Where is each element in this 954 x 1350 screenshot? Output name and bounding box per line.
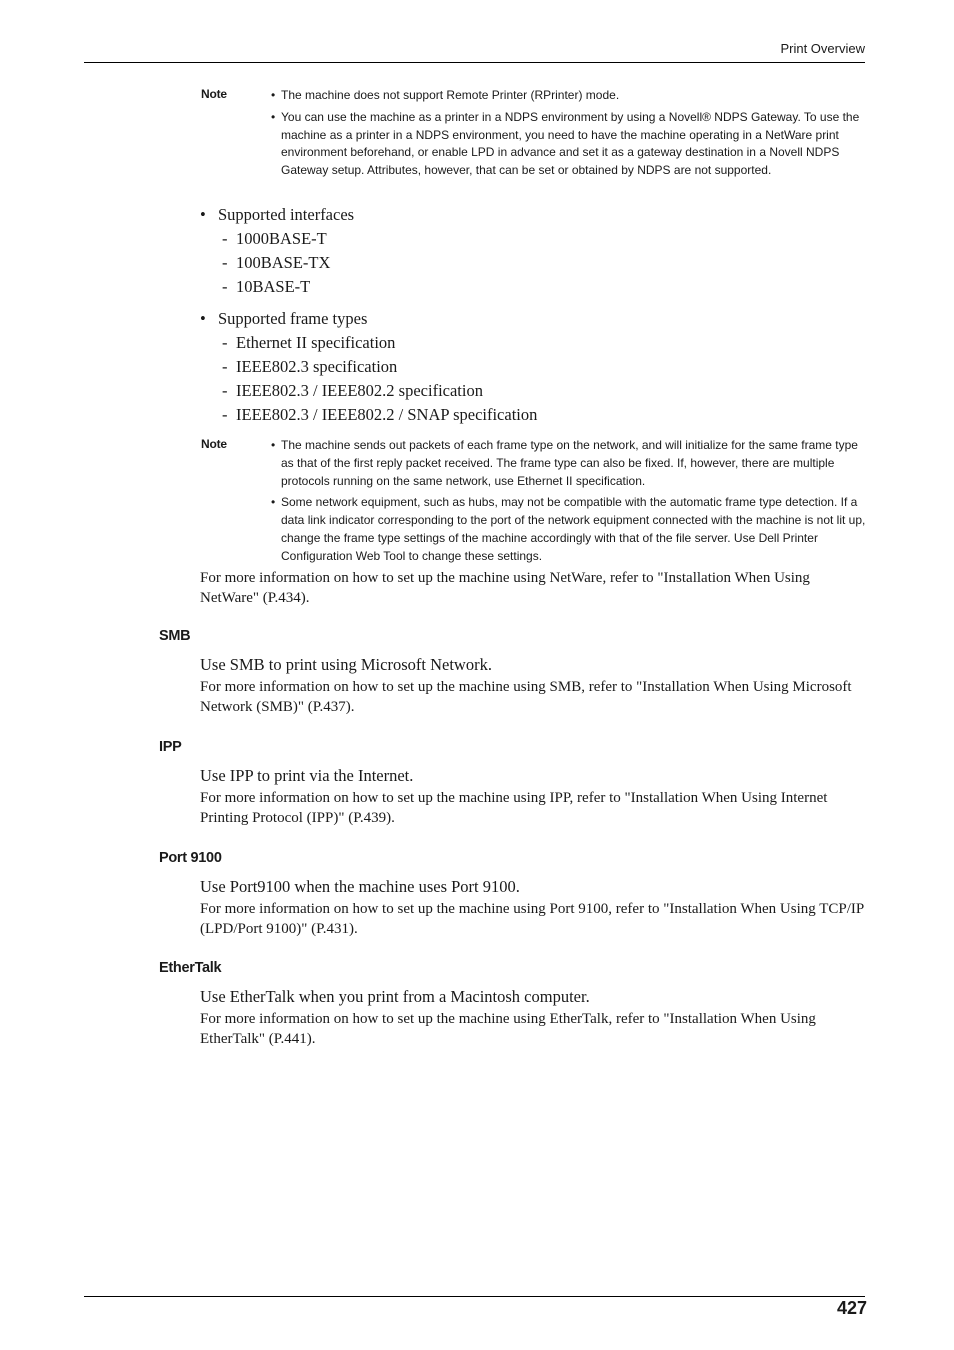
supported-interfaces-list: [200, 203, 865, 299]
supported-frame-types-list: [200, 307, 865, 427]
list-item: - IEEE802.3 / IEEE802.2 specification: [222, 381, 483, 400]
section-reference: For more information on how to set up the machine using SMB, refer to "Installation When Using Microsoft Network (SMB)" (P.437).: [200, 679, 852, 715]
smb-section-body: [200, 654, 865, 717]
section-lead: Use Port9100 when the machine uses Port 9100.: [200, 877, 520, 896]
footer-divider: [84, 1296, 865, 1297]
list-item: - 10BASE-T: [222, 277, 311, 296]
list-item: - Ethernet II specification: [222, 333, 396, 352]
ethertalk-section-body: [200, 986, 865, 1049]
list-item: - 100BASE-TX: [222, 253, 331, 272]
note-box-frame-types: [201, 437, 866, 570]
section-reference: For more information on how to set up the machine using IPP, refer to "Installation When Using Internet Printing Protocol (IPP)" (P.439).: [200, 790, 828, 826]
page-header-title: Print Overview: [780, 41, 865, 56]
section-lead: Use SMB to print using Microsoft Network.: [200, 655, 492, 674]
section-heading-ipp: IPP: [159, 739, 182, 755]
note-item: • You can use the machine as a printer in a NDPS environment by using a Novell® NDPS Gateway. To use the machine as a printer in a NDPS environment, you need to have the machine operating in a NetWare print environment beforehand, or enable LPD in advance and set it as a gateway destination in a Novell NDPS Gateway setup. Attributes, however, that can be set or obtained by NDPS are not supported.: [271, 109, 860, 178]
note-label: Note: [201, 87, 227, 101]
section-lead: Use IPP to print via the Internet.: [200, 766, 414, 785]
list-item: - IEEE802.3 / IEEE802.2 / SNAP specification: [222, 405, 538, 424]
note-item: • Some network equipment, such as hubs, may not be compatible with the automatic frame type detection. If a data link indicator corresponding to the port of the network equipment connected with the machine is not lit up, change the frame type settings of the machine accordingly with that of the file server. Use Dell Printer Configuration Web Tool to change these settings.: [271, 495, 866, 563]
list-heading: • Supported frame types: [200, 309, 368, 328]
section-reference: For more information on how to set up the machine using Port 9100, refer to "Installation When Using TCP/IP (LPD/Port 9100)" (P.431).: [200, 901, 864, 937]
section-heading-smb: SMB: [159, 628, 191, 644]
section-reference: For more information on how to set up the machine using EtherTalk, refer to "Installation When Using EtherTalk" (P.441).: [200, 1011, 816, 1047]
list-item: - IEEE802.3 specification: [222, 357, 398, 376]
section-heading-port9100: Port 9100: [159, 850, 222, 866]
netware-reference: For more information on how to set up the machine using NetWare, refer to "Installation When Using NetWare" (P.434).: [200, 570, 810, 606]
section-lead: Use EtherTalk when you print from a Macintosh computer.: [200, 987, 590, 1006]
note-item: • The machine does not support Remote Printer (RPrinter) mode.: [271, 88, 620, 102]
header-divider: [84, 62, 865, 63]
note-box-rprinter: [201, 87, 866, 184]
ipp-section-body: [200, 765, 865, 828]
note-item: • The machine sends out packets of each frame type on the network, and will initialize for the same frame type as that of the first reply packet received. The frame type can also be fixed. If, however, there are multiple protocols running on the same network, use Ethernet II specification.: [271, 438, 858, 488]
port9100-section-body: [200, 876, 865, 939]
list-heading: • Supported interfaces: [200, 205, 355, 224]
section-heading-ethertalk: EtherTalk: [159, 960, 222, 976]
list-item: - 1000BASE-T: [222, 229, 327, 248]
page-number: 427: [836, 1298, 867, 1318]
note-label: Note: [201, 437, 227, 451]
